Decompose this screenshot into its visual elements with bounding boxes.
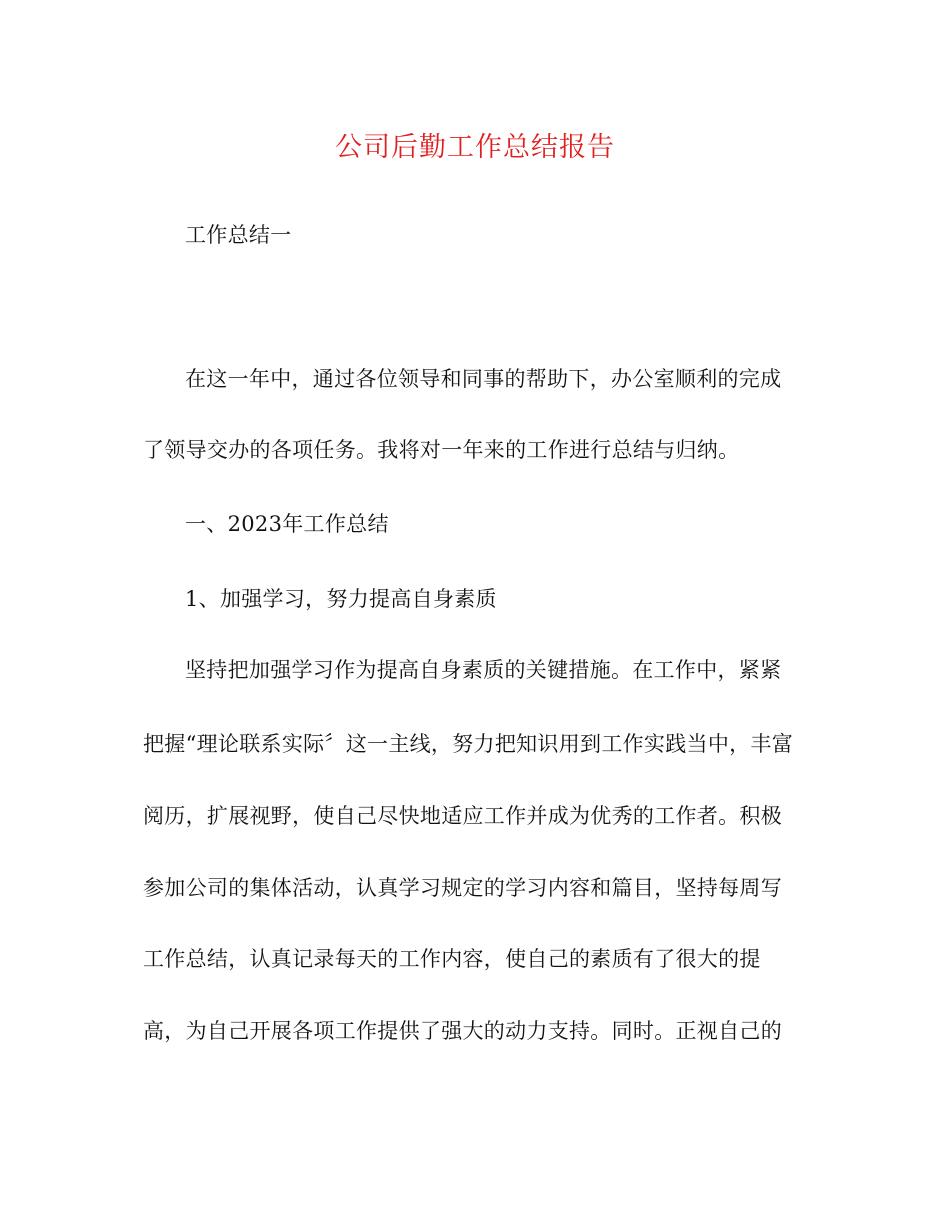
paragraph-line: 工作总结，认真记录每天的工作内容，使自己的素质有了很大的提 — [143, 947, 761, 971]
paragraph-line: 参加公司的集体活动，认真学习规定的学习内容和篇目，坚持每周写 — [143, 876, 782, 900]
section-heading-summary-one: 工作总结一 — [185, 223, 292, 247]
paragraph-line: 坚持把加强学习作为提高自身素质的关键措施。在工作中，紧紧 — [185, 658, 782, 682]
paragraph-line: 阅历，扩展视野，使自己尽快地适应工作并成为优秀的工作者。积极 — [143, 804, 782, 828]
subheading-study: 1、加强学习，努力提高自身素质 — [185, 587, 497, 611]
document-title: 公司后勤工作总结报告 — [335, 132, 615, 163]
paragraph-line: 了领导交办的各项任务。我将对一年来的工作进行总结与归纳。 — [143, 438, 740, 462]
paragraph-line: 在这一年中，通过各位领导和同事的帮助下，办公室顺利的完成 — [185, 367, 782, 391]
section-heading-2023: 一、2023年工作总结 — [185, 512, 389, 536]
paragraph-line: 把握“理论联系实际〞这一主线，努力把知识用到工作实践当中，丰富 — [143, 732, 794, 756]
paragraph-line: 高，为自己开展各项工作提供了强大的动力支持。同时。正视自己的 — [143, 1019, 782, 1043]
